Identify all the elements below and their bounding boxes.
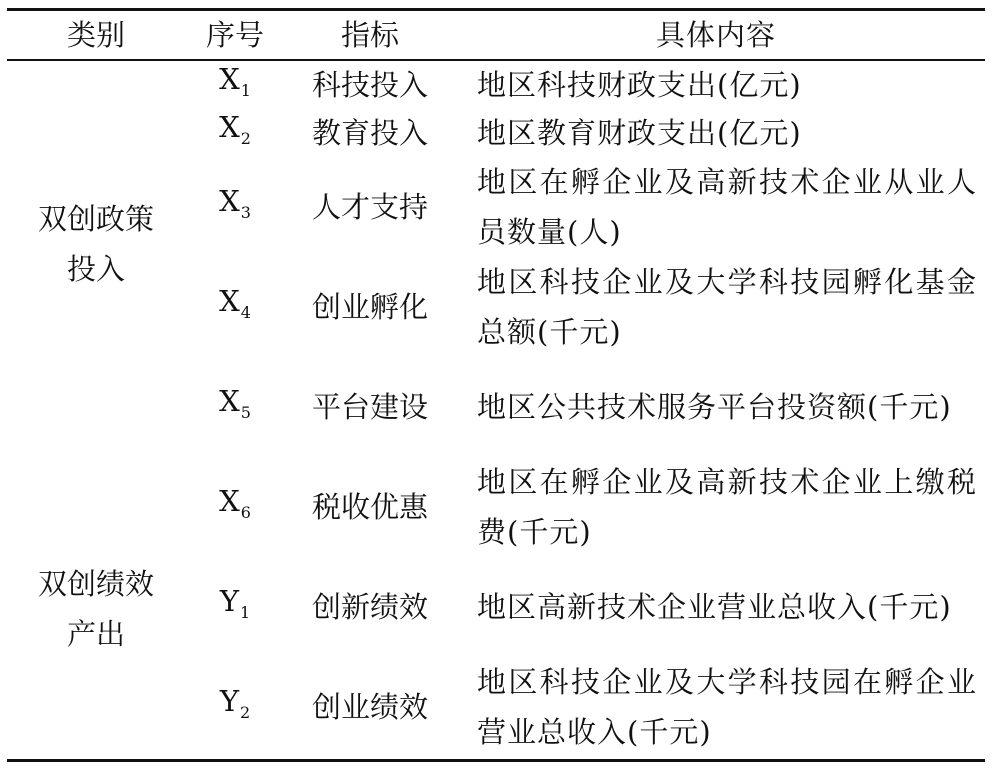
row-indicator: 平台建设 — [311, 389, 428, 424]
header-content: 具体内容 — [655, 18, 776, 52]
row-content: 地区高新技术企业营业总收入(千元) — [477, 589, 952, 624]
row-number: $X_5$ — [219, 383, 251, 422]
row-number: $X_4$ — [219, 283, 251, 322]
row-number: $X_2$ — [219, 109, 251, 148]
row-content: 地区在孵企业及高新技术企业上缴税费(千元) — [477, 464, 977, 549]
row-indicator: 教育投入 — [311, 115, 428, 150]
header-category: 类别 — [66, 18, 125, 52]
table-row — [7, 157, 985, 257]
table-row — [7, 557, 985, 657]
row-content: 地区在孵企业及高新技术企业从业人员数量(人) — [477, 164, 977, 249]
row-number: $X_6$ — [219, 483, 251, 522]
header-row — [7, 11, 985, 59]
indicator-table — [7, 8, 985, 762]
row-content: 地区科技企业及大学科技园孵化基金总额(千元) — [477, 264, 977, 349]
table-row — [7, 357, 985, 457]
bottom-rule — [7, 759, 985, 762]
row-content: 地区科技企业及大学科技园在孵企业营业总收入(千元) — [477, 664, 977, 749]
row-content: 地区公共技术服务平台投资额(千元) — [477, 389, 952, 424]
group-label-line2: 产出 — [66, 616, 125, 651]
row-content: 地区教育财政支出(亿元) — [477, 115, 802, 150]
row-indicator: 税收优惠 — [311, 489, 428, 524]
table-row — [7, 109, 985, 157]
row-indicator: 科技投入 — [311, 67, 428, 102]
row-indicator: 创业绩效 — [311, 689, 428, 724]
group-policy-input — [7, 61, 985, 557]
group-label-line1: 双创政策 — [37, 201, 154, 236]
header-indicator: 指标 — [340, 18, 399, 52]
table-row — [7, 61, 985, 109]
group-label-line2: 投入 — [66, 251, 125, 286]
header-number: 序号 — [205, 18, 264, 52]
row-indicator: 创业孵化 — [311, 289, 428, 324]
table-row — [7, 457, 985, 557]
group-performance-output — [7, 557, 985, 757]
group-label-line1: 双创绩效 — [37, 566, 154, 601]
row-indicator: 创新绩效 — [311, 589, 428, 624]
row-number: $X_1$ — [219, 61, 251, 100]
table-row — [7, 657, 985, 757]
row-indicator: 人才支持 — [311, 189, 428, 224]
row-number: $Y_2$ — [219, 683, 251, 722]
table-row — [7, 257, 985, 357]
row-content: 地区科技财政支出(亿元) — [477, 67, 802, 102]
row-number: $Y_1$ — [219, 583, 251, 622]
row-number: $X_3$ — [219, 183, 251, 222]
